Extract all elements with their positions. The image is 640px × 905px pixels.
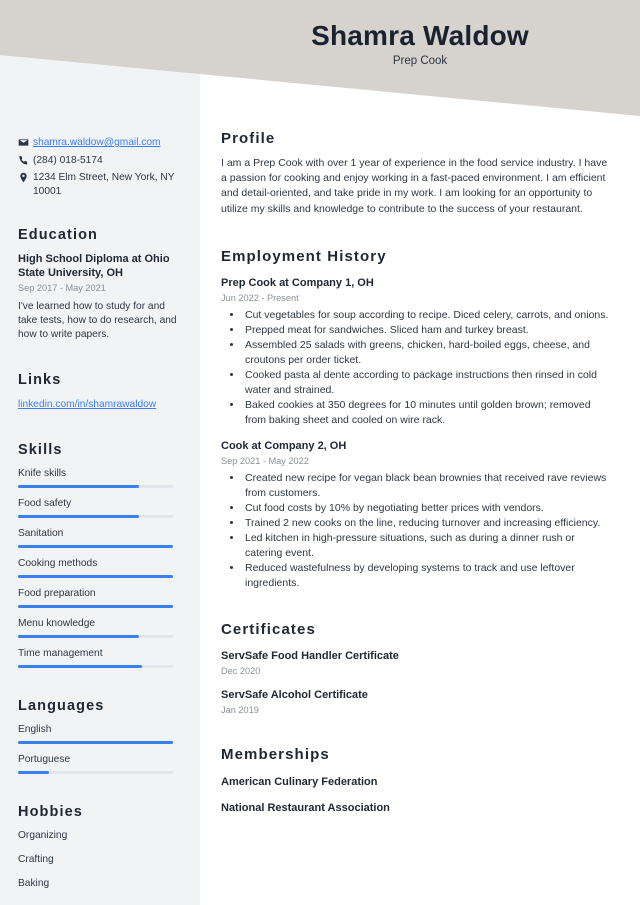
- certificate-entry: [221, 649, 612, 677]
- skill-label: Food preparation: [18, 588, 96, 599]
- job-date: Sep 2021 - May 2022: [221, 455, 309, 466]
- membership-item: National Restaurant Association: [221, 801, 390, 814]
- education-items: [18, 252, 186, 342]
- job-bullet: • Created new recipe for vegan black bean brownies that received rave reviews from customers.: [243, 471, 612, 501]
- phone-icon: [18, 154, 33, 166]
- sidebar-link[interactable]: linkedin.com/in/shamrawaldow: [18, 399, 157, 410]
- skill-item: [18, 587, 186, 608]
- language-item: [18, 753, 186, 774]
- certificate-title: ServSafe Alcohol Certificate: [221, 688, 368, 701]
- certificate-date: Dec 2020: [221, 665, 261, 676]
- hobby-item: Organizing: [18, 830, 68, 841]
- certificates-heading: Certificates: [221, 620, 316, 638]
- skill-level-fill: [18, 605, 173, 608]
- education-description: I've learned how to study for and take tests, how to do research, and how to write papers.: [18, 301, 177, 340]
- skill-level-fill: [18, 515, 139, 518]
- skill-item: [18, 467, 186, 488]
- skill-label: Menu knowledge: [18, 618, 96, 629]
- envelope-icon: [18, 136, 33, 148]
- skill-label: Time management: [18, 648, 103, 659]
- skill-level-track: [18, 515, 173, 518]
- employment-section: [221, 248, 612, 591]
- location-pin-icon: [18, 171, 33, 183]
- certificate-date: Jan 2019: [221, 704, 259, 715]
- job-bullet: • Reduced wastefulness by developing systems to track and use leftover ingredients.: [243, 561, 612, 591]
- education-section: [18, 227, 186, 342]
- skill-level-fill: [18, 665, 142, 668]
- job-title: Prep Cook at Company 1, OH: [221, 276, 374, 289]
- skill-label: Sanitation: [18, 528, 64, 539]
- certificates-section: [221, 621, 612, 716]
- skill-level-track: [18, 545, 173, 548]
- skill-level-fill: [18, 485, 139, 488]
- contact-row[interactable]: [18, 136, 186, 150]
- memberships-heading: Memberships: [221, 745, 330, 763]
- contact-block: [18, 136, 186, 198]
- skill-item: [18, 617, 186, 638]
- language-level-track: [18, 771, 173, 774]
- links-section: [18, 372, 186, 412]
- skills-heading: Skills: [18, 442, 63, 458]
- links-heading: Links: [18, 372, 62, 388]
- job-entry: [221, 439, 612, 591]
- contact-value: 1234 Elm Street, New York, NY 10001: [33, 172, 175, 197]
- certificates-items: [221, 649, 612, 716]
- employment-items: [221, 276, 612, 591]
- hobby-item: Crafting: [18, 854, 54, 866]
- skill-level-track: [18, 485, 173, 488]
- skill-label: Food safety: [18, 498, 72, 509]
- skill-level-track: [18, 665, 173, 668]
- skill-label: Knife skills: [18, 468, 67, 479]
- skill-level-fill: [18, 635, 139, 638]
- language-level-track: [18, 741, 173, 744]
- language-label: Portuguese: [18, 754, 71, 765]
- skills-items: [18, 467, 186, 668]
- contact-email-link[interactable]: shamra.waldow@gmail.com: [33, 137, 161, 148]
- hobbies-heading: Hobbies: [18, 804, 83, 820]
- job-entry: [221, 276, 612, 428]
- skill-label: Cooking methods: [18, 558, 98, 569]
- profile-text: I am a Prep Cook with over 1 year of experience in the food service industry. I have a passion for cooking and enjoy working in a fast-paced environment. I am efficient and detail-oriented, and take pride in my work. I am looking for an opportunity to utilize my skills and knowledge to contribute to the success of your restaurant.: [221, 157, 608, 215]
- skill-level-track: [18, 575, 173, 578]
- skill-level-track: [18, 605, 173, 608]
- job-bullet-list: [221, 471, 612, 591]
- language-level-fill: [18, 771, 49, 774]
- employment-heading: Employment History: [221, 247, 387, 265]
- skill-level-fill: [18, 575, 173, 578]
- main-column: [200, 0, 640, 845]
- job-bullet: • Cut vegetables for soup according to recipe. Diced celery, carrots, and onions.: [243, 308, 612, 323]
- job-bullet: • Led kitchen in high-pressure situations, such as during a dinner rush or catering event.: [243, 531, 612, 561]
- links-items: [18, 398, 186, 412]
- page-title: Shamra Waldow: [311, 20, 529, 51]
- job-title-subtitle: Prep Cook: [392, 55, 448, 68]
- contact-row: [18, 171, 186, 198]
- education-heading: Education: [18, 227, 98, 243]
- sidebar: [0, 0, 200, 905]
- language-level-fill: [18, 741, 173, 744]
- job-date: Jun 2022 - Present: [221, 292, 299, 303]
- language-label: English: [18, 724, 52, 735]
- membership-item: American Culinary Federation: [221, 775, 378, 788]
- languages-heading: Languages: [18, 698, 105, 714]
- languages-section: [18, 698, 186, 774]
- education-date: Sep 2017 - May 2021: [18, 283, 106, 293]
- skill-item: [18, 527, 186, 548]
- languages-items: [18, 723, 186, 774]
- skill-level-track: [18, 635, 173, 638]
- hobbies-section: [18, 804, 186, 891]
- header-text-block: [200, 0, 640, 67]
- job-bullet: • Cut food costs by 10% by negotiating better prices with vendors.: [243, 501, 612, 516]
- job-bullet-list: [221, 308, 612, 428]
- job-bullet: • Prepped meat for sandwiches. Sliced ham and turkey breast.: [243, 323, 612, 338]
- language-item: [18, 723, 186, 744]
- hobbies-items: [18, 829, 186, 891]
- memberships-section: [221, 746, 612, 815]
- job-bullet: • Baked cookies at 350 degrees for 10 minutes until golden brown; removed from baking sheet and cooled on wire rack.: [243, 398, 612, 428]
- education-title: High School Diploma at Ohio State University, OH: [18, 253, 170, 279]
- job-bullet: • Cooked pasta al dente according to package instructions then rinsed in cold water and strained.: [243, 368, 612, 398]
- contact-value: (284) 018-5174: [33, 154, 103, 166]
- profile-section: [221, 130, 612, 217]
- certificate-entry: [221, 688, 612, 716]
- contact-row: [18, 154, 186, 168]
- certificate-title: ServSafe Food Handler Certificate: [221, 649, 399, 662]
- skill-level-fill: [18, 545, 173, 548]
- job-bullet: • Assembled 25 salads with greens, chicken, hard-boiled eggs, cheese, and croutons per order ticket.: [243, 338, 612, 368]
- memberships-items: [221, 775, 612, 815]
- profile-heading: Profile: [221, 130, 276, 147]
- skill-item: [18, 497, 186, 518]
- hobby-item: Baking: [18, 878, 50, 890]
- skills-section: [18, 442, 186, 668]
- job-title: Cook at Company 2, OH: [221, 439, 347, 452]
- skill-item: [18, 557, 186, 578]
- skill-item: [18, 647, 186, 668]
- job-bullet: • Trained 2 new cooks on the line, reducing turnover and increasing efficiency.: [243, 516, 612, 531]
